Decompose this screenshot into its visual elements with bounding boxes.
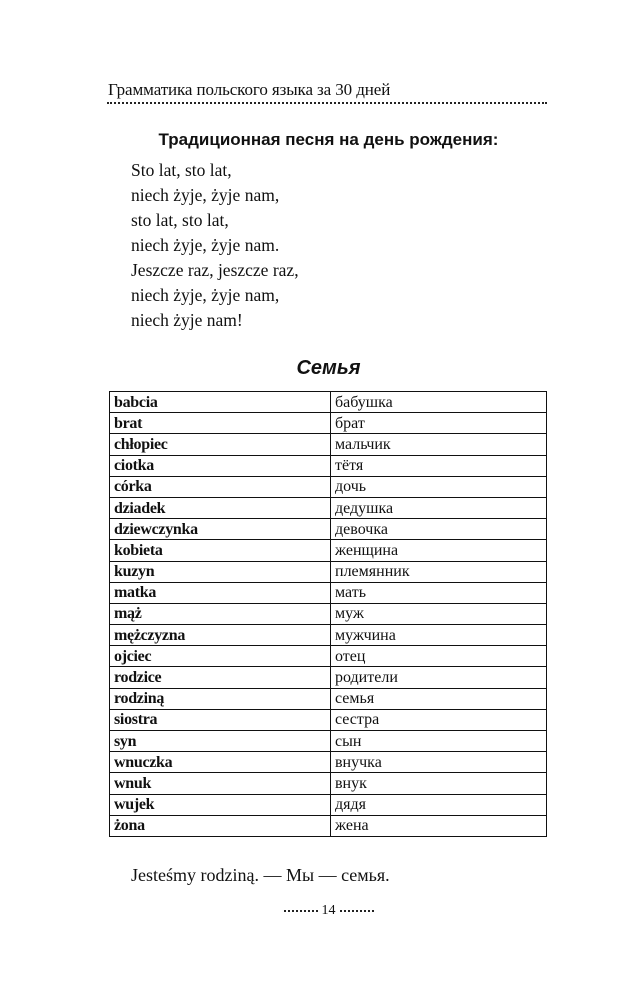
polish-word: córka: [110, 476, 331, 497]
table-row: [110, 815, 547, 836]
polish-word: rodzice: [110, 667, 331, 688]
table-row: [110, 709, 547, 730]
russian-translation: отец: [331, 646, 547, 667]
table-row: [110, 413, 547, 434]
russian-translation: семья: [331, 688, 547, 709]
polish-word: ciotka: [110, 455, 331, 476]
russian-translation: внучка: [331, 752, 547, 773]
table-row: [110, 752, 547, 773]
table-row: [110, 731, 547, 752]
vocabulary-table: [109, 391, 547, 837]
polish-word: mężczyzna: [110, 625, 331, 646]
russian-translation: муж: [331, 603, 547, 624]
polish-word: wnuk: [110, 773, 331, 794]
russian-translation: женщина: [331, 540, 547, 561]
table-row: [110, 582, 547, 603]
polish-word: wnuczka: [110, 752, 331, 773]
russian-translation: бабушка: [331, 392, 547, 413]
table-row: [110, 794, 547, 815]
russian-translation: мужчина: [331, 625, 547, 646]
table-row: [110, 476, 547, 497]
song-line: niech żyje, żyje nam,: [131, 185, 280, 205]
table-row: [110, 540, 547, 561]
table-row: [110, 392, 547, 413]
polish-word: siostra: [110, 709, 331, 730]
page-number: 14: [321, 903, 336, 918]
polish-word: syn: [110, 731, 331, 752]
song-line: Sto lat, sto lat,: [131, 160, 232, 180]
russian-translation: девочка: [331, 519, 547, 540]
table-row: [110, 434, 547, 455]
song-line: sto lat, sto lat,: [131, 210, 229, 230]
section-title: Семья: [296, 357, 361, 379]
russian-translation: мать: [331, 582, 547, 603]
polish-word: mąż: [110, 603, 331, 624]
song-line: niech żyje, żyje nam.: [131, 235, 280, 255]
example-sentence: Jesteśmy rodziną. — Мы — семья.: [131, 865, 390, 885]
russian-translation: внук: [331, 773, 547, 794]
russian-translation: жена: [331, 815, 547, 836]
table-row: [110, 519, 547, 540]
table-row: [110, 455, 547, 476]
russian-translation: сын: [331, 731, 547, 752]
header-divider: [107, 102, 547, 104]
table-row: [110, 773, 547, 794]
russian-translation: дедушка: [331, 497, 547, 518]
vocabulary-table-body: [110, 392, 547, 837]
polish-word: kuzyn: [110, 561, 331, 582]
polish-word: rodziną: [110, 688, 331, 709]
song-line: niech żyje nam!: [131, 310, 243, 330]
russian-translation: племянник: [331, 561, 547, 582]
polish-word: żona: [110, 815, 331, 836]
table-row: [110, 561, 547, 582]
song-line: Jeszcze raz, jeszcze raz,: [131, 260, 299, 280]
polish-word: brat: [110, 413, 331, 434]
table-row: [110, 688, 547, 709]
running-head: Грамматика польского языка за 30 дней: [108, 80, 391, 99]
table-row: [110, 646, 547, 667]
footer-dots-left: [284, 910, 318, 912]
russian-translation: мальчик: [331, 434, 547, 455]
footer-dots-right: [340, 910, 374, 912]
polish-word: wujek: [110, 794, 331, 815]
table-row: [110, 667, 547, 688]
polish-word: chłopiec: [110, 434, 331, 455]
table-row: [110, 603, 547, 624]
russian-translation: дочь: [331, 476, 547, 497]
page-footer: [0, 903, 619, 919]
russian-translation: брат: [331, 413, 547, 434]
polish-word: dziadek: [110, 497, 331, 518]
russian-translation: родители: [331, 667, 547, 688]
polish-word: kobieta: [110, 540, 331, 561]
table-row: [110, 497, 547, 518]
song-line: niech żyje, żyje nam,: [131, 285, 280, 305]
russian-translation: дядя: [331, 794, 547, 815]
polish-word: dziewczynka: [110, 519, 331, 540]
polish-word: ojciec: [110, 646, 331, 667]
russian-translation: сестра: [331, 709, 547, 730]
table-row: [110, 625, 547, 646]
polish-word: matka: [110, 582, 331, 603]
russian-translation: тётя: [331, 455, 547, 476]
song-lyrics: [131, 158, 299, 333]
polish-word: babcia: [110, 392, 331, 413]
song-title: Традиционная песня на день рождения:: [158, 130, 499, 149]
